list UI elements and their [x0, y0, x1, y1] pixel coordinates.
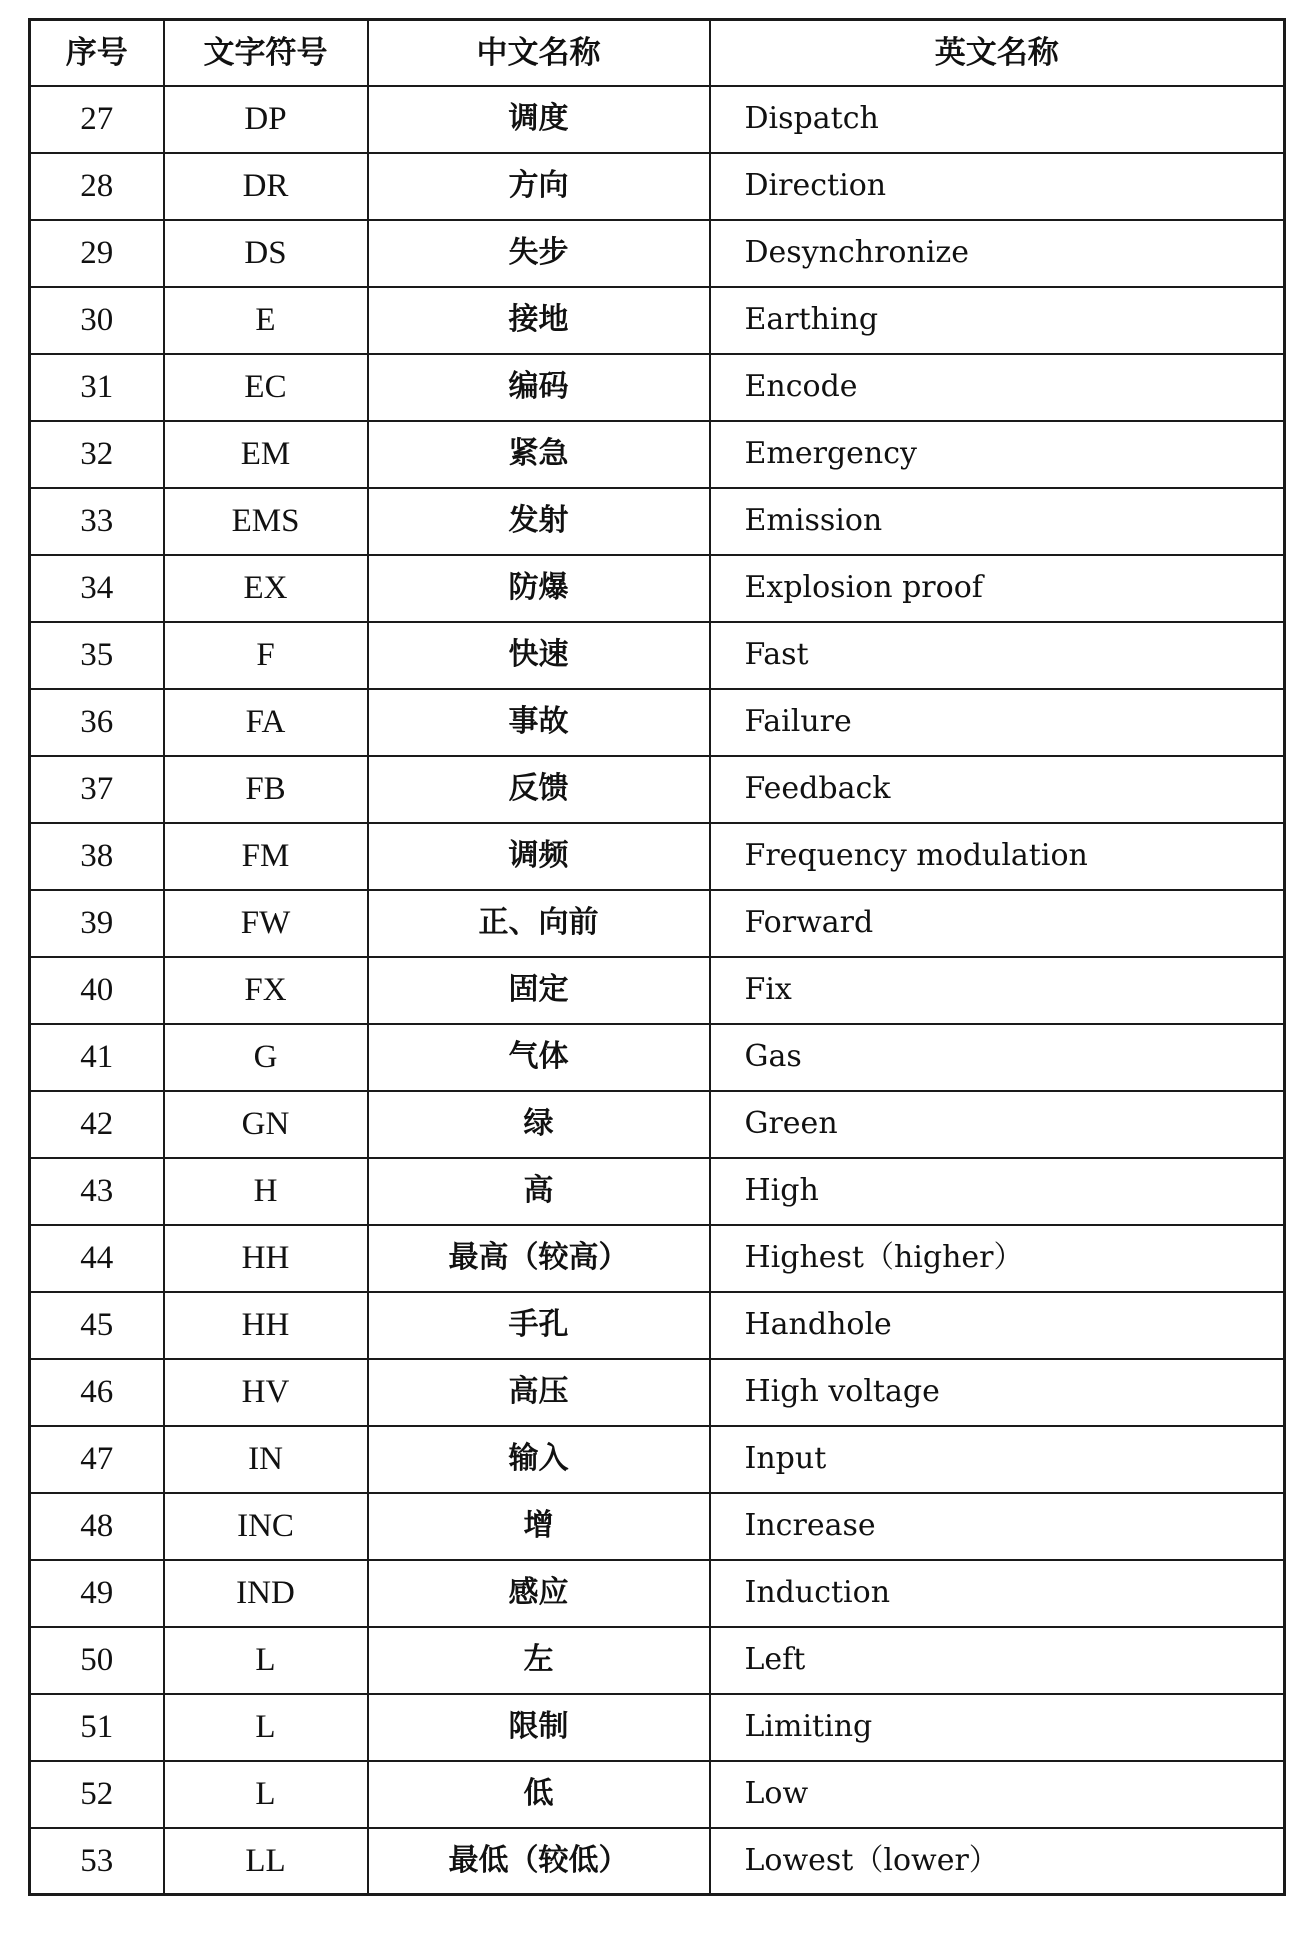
cell-symbol: HH [164, 1292, 368, 1359]
cell-symbol: DS [164, 220, 368, 287]
table-row [30, 1627, 1285, 1694]
cell-symbol: L [164, 1627, 368, 1694]
cell-english: Desynchronize [710, 220, 1285, 287]
cell-english: Feedback [710, 756, 1285, 823]
table-row [30, 1493, 1285, 1560]
cell-no: 46 [30, 1359, 164, 1426]
cell-no: 53 [30, 1828, 164, 1895]
table-row [30, 1024, 1285, 1091]
header-english: 英文名称 [710, 20, 1285, 86]
cell-symbol: INC [164, 1493, 368, 1560]
table-row [30, 1359, 1285, 1426]
cell-chinese: 反馈 [368, 756, 710, 823]
cell-no: 30 [30, 287, 164, 354]
table-row [30, 354, 1285, 421]
cell-no: 43 [30, 1158, 164, 1225]
cell-no: 49 [30, 1560, 164, 1627]
cell-no: 44 [30, 1225, 164, 1292]
table-row [30, 1225, 1285, 1292]
abbreviation-table [28, 18, 1286, 1896]
table-row [30, 86, 1285, 153]
cell-chinese: 调度 [368, 86, 710, 153]
cell-english: High [710, 1158, 1285, 1225]
cell-english: Fast [710, 622, 1285, 689]
abbreviation-table-container [28, 18, 1283, 1896]
cell-chinese: 正、向前 [368, 890, 710, 957]
table-row [30, 220, 1285, 287]
cell-chinese: 固定 [368, 957, 710, 1024]
cell-english: Green [710, 1091, 1285, 1158]
cell-chinese: 最低（较低） [368, 1828, 710, 1895]
cell-no: 48 [30, 1493, 164, 1560]
cell-symbol: EC [164, 354, 368, 421]
cell-chinese: 输入 [368, 1426, 710, 1493]
cell-symbol: GN [164, 1091, 368, 1158]
table-row [30, 1426, 1285, 1493]
cell-symbol: IND [164, 1560, 368, 1627]
table-row [30, 756, 1285, 823]
cell-english: Input [710, 1426, 1285, 1493]
cell-symbol: E [164, 287, 368, 354]
cell-english: Lowest（lower） [710, 1828, 1285, 1895]
cell-english: Left [710, 1627, 1285, 1694]
cell-english: Explosion proof [710, 555, 1285, 622]
cell-chinese: 事故 [368, 689, 710, 756]
cell-chinese: 方向 [368, 153, 710, 220]
cell-english: Forward [710, 890, 1285, 957]
cell-english: Handhole [710, 1292, 1285, 1359]
cell-chinese: 低 [368, 1761, 710, 1828]
table-row [30, 421, 1285, 488]
cell-no: 34 [30, 555, 164, 622]
cell-chinese: 高 [368, 1158, 710, 1225]
cell-english: Low [710, 1761, 1285, 1828]
cell-symbol: H [164, 1158, 368, 1225]
cell-english: Increase [710, 1493, 1285, 1560]
cell-chinese: 失步 [368, 220, 710, 287]
cell-no: 28 [30, 153, 164, 220]
table-row [30, 823, 1285, 890]
cell-chinese: 发射 [368, 488, 710, 555]
cell-chinese: 防爆 [368, 555, 710, 622]
cell-no: 37 [30, 756, 164, 823]
cell-chinese: 增 [368, 1493, 710, 1560]
cell-chinese: 紧急 [368, 421, 710, 488]
cell-chinese: 感应 [368, 1560, 710, 1627]
header-chinese: 中文名称 [368, 20, 710, 86]
cell-english: Dispatch [710, 86, 1285, 153]
cell-no: 29 [30, 220, 164, 287]
cell-chinese: 快速 [368, 622, 710, 689]
cell-chinese: 编码 [368, 354, 710, 421]
cell-symbol: FW [164, 890, 368, 957]
cell-english: Direction [710, 153, 1285, 220]
cell-no: 50 [30, 1627, 164, 1694]
cell-english: Highest（higher） [710, 1225, 1285, 1292]
cell-chinese: 限制 [368, 1694, 710, 1761]
cell-symbol: DR [164, 153, 368, 220]
cell-no: 31 [30, 354, 164, 421]
table-row [30, 287, 1285, 354]
table-row [30, 153, 1285, 220]
cell-english: Limiting [710, 1694, 1285, 1761]
cell-symbol: FX [164, 957, 368, 1024]
cell-no: 38 [30, 823, 164, 890]
cell-no: 42 [30, 1091, 164, 1158]
header-no: 序号 [30, 20, 164, 86]
cell-no: 47 [30, 1426, 164, 1493]
cell-symbol: L [164, 1761, 368, 1828]
cell-no: 33 [30, 488, 164, 555]
cell-english: High voltage [710, 1359, 1285, 1426]
table-row [30, 1761, 1285, 1828]
table-row [30, 1091, 1285, 1158]
cell-english: Emission [710, 488, 1285, 555]
table-row [30, 1560, 1285, 1627]
cell-symbol: EMS [164, 488, 368, 555]
cell-no: 41 [30, 1024, 164, 1091]
cell-no: 52 [30, 1761, 164, 1828]
cell-symbol: HH [164, 1225, 368, 1292]
cell-symbol: EM [164, 421, 368, 488]
cell-english: Earthing [710, 287, 1285, 354]
cell-english: Frequency modulation [710, 823, 1285, 890]
cell-no: 51 [30, 1694, 164, 1761]
cell-english: Gas [710, 1024, 1285, 1091]
table-row [30, 1158, 1285, 1225]
cell-chinese: 最高（较高） [368, 1225, 710, 1292]
cell-symbol: EX [164, 555, 368, 622]
cell-symbol: DP [164, 86, 368, 153]
cell-symbol: G [164, 1024, 368, 1091]
cell-no: 32 [30, 421, 164, 488]
cell-symbol: HV [164, 1359, 368, 1426]
cell-english: Emergency [710, 421, 1285, 488]
cell-symbol: F [164, 622, 368, 689]
table-row [30, 689, 1285, 756]
header-symbol: 文字符号 [164, 20, 368, 86]
header-row [30, 20, 1285, 86]
cell-chinese: 高压 [368, 1359, 710, 1426]
table-row [30, 1292, 1285, 1359]
cell-chinese: 左 [368, 1627, 710, 1694]
cell-chinese: 气体 [368, 1024, 710, 1091]
cell-chinese: 调频 [368, 823, 710, 890]
cell-symbol: FA [164, 689, 368, 756]
cell-symbol: L [164, 1694, 368, 1761]
table-header [30, 20, 1285, 86]
cell-chinese: 接地 [368, 287, 710, 354]
cell-english: Encode [710, 354, 1285, 421]
table-body [30, 86, 1285, 1895]
cell-symbol: LL [164, 1828, 368, 1895]
cell-symbol: IN [164, 1426, 368, 1493]
cell-no: 36 [30, 689, 164, 756]
cell-chinese: 绿 [368, 1091, 710, 1158]
cell-no: 45 [30, 1292, 164, 1359]
cell-symbol: FB [164, 756, 368, 823]
cell-symbol: FM [164, 823, 368, 890]
cell-english: Fix [710, 957, 1285, 1024]
table-row [30, 622, 1285, 689]
table-row [30, 890, 1285, 957]
table-row [30, 488, 1285, 555]
table-row [30, 957, 1285, 1024]
cell-no: 27 [30, 86, 164, 153]
cell-no: 40 [30, 957, 164, 1024]
cell-no: 35 [30, 622, 164, 689]
cell-english: Induction [710, 1560, 1285, 1627]
cell-no: 39 [30, 890, 164, 957]
cell-chinese: 手孔 [368, 1292, 710, 1359]
table-row [30, 555, 1285, 622]
table-row [30, 1828, 1285, 1895]
cell-english: Failure [710, 689, 1285, 756]
table-row [30, 1694, 1285, 1761]
